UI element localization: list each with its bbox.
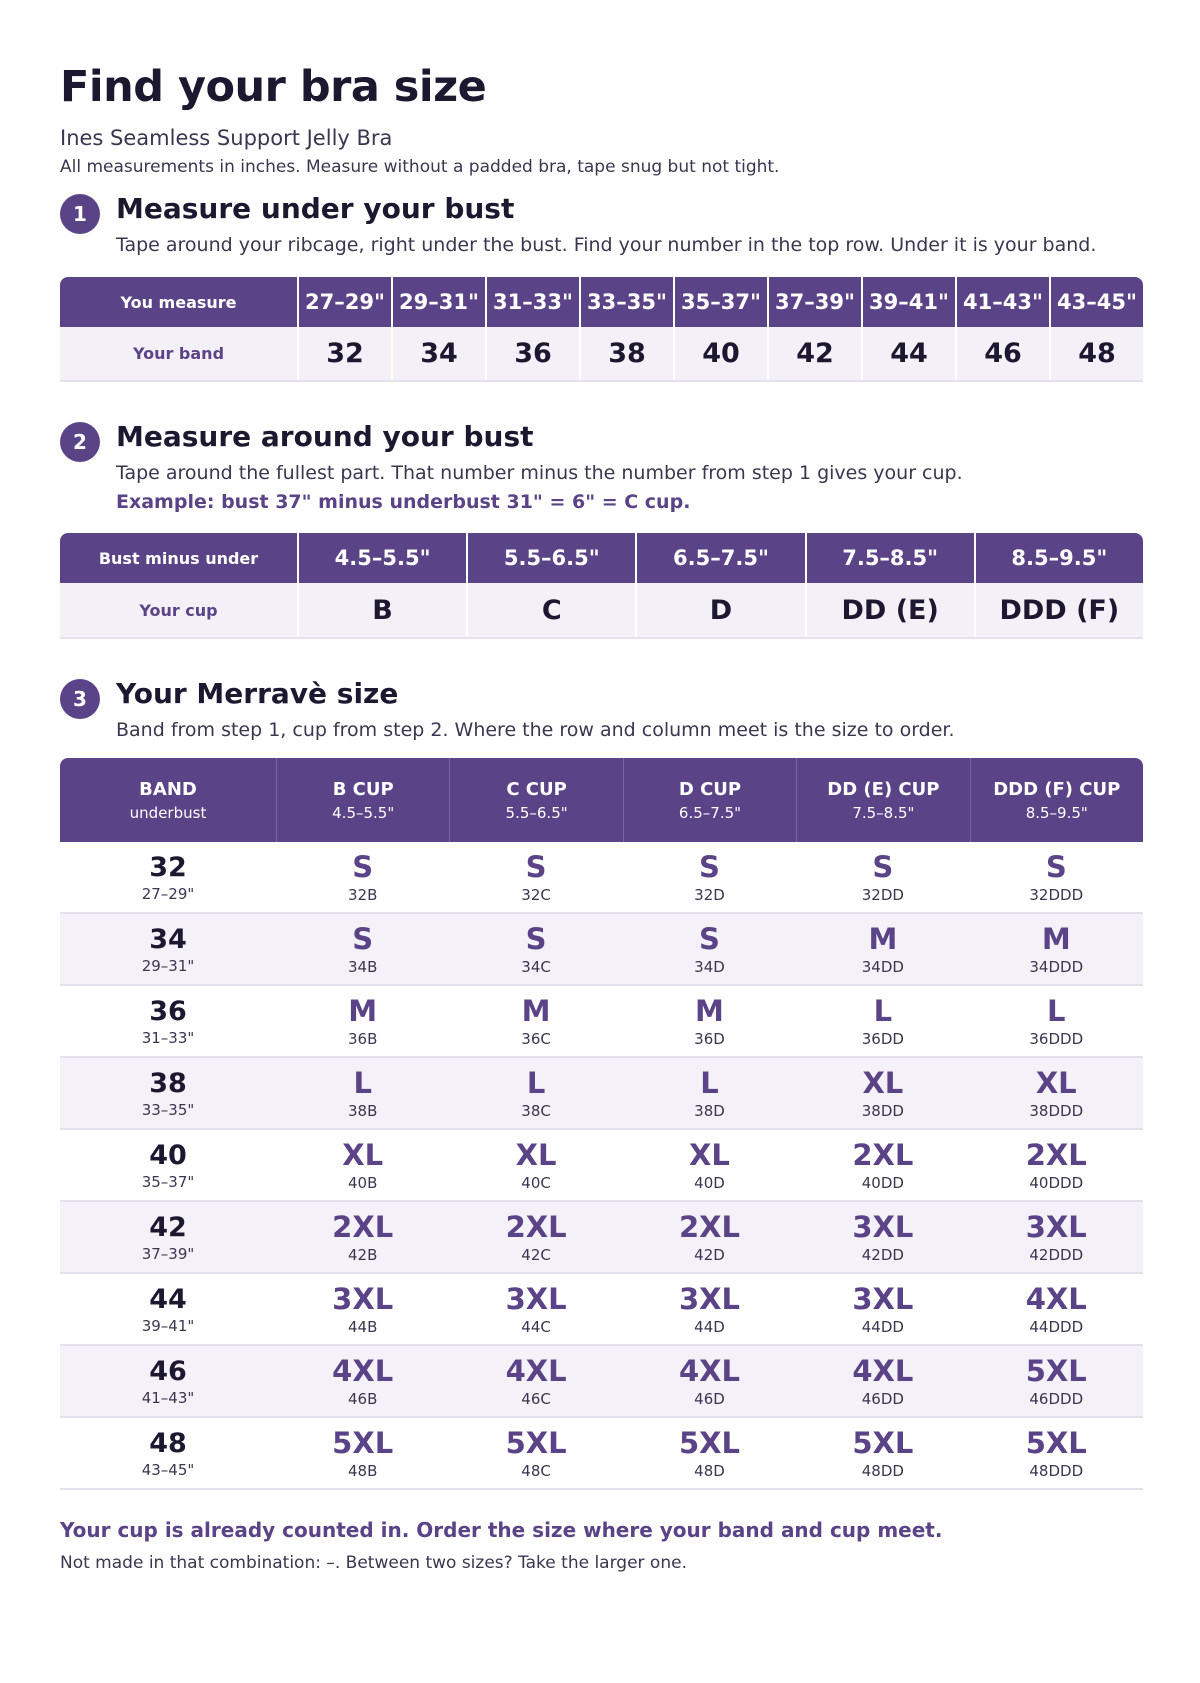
size-label: 3XL [332,1282,394,1316]
measurement-note: All measurements in inches. Measure without a padded bra, tape snug but not tight. [60,157,780,177]
step-2-description: Tape around the fullest part. That number minus the number from step 1 gives your cup. [116,462,963,484]
band-column-header [60,758,276,842]
size-cell [623,1346,796,1416]
cup-column-header [970,758,1143,842]
size-label: 2XL [1025,1138,1087,1172]
band-range: 29–31" [141,956,195,975]
size-cell [970,914,1143,984]
size-cell [796,1418,969,1488]
size-code: 48DD [861,1462,904,1480]
size-cell [970,1418,1143,1488]
size-code: 40B [348,1174,378,1192]
size-label: 5XL [332,1426,394,1460]
measure-range-cell: 43–45" [1049,277,1143,327]
band-head-label: You measure [120,292,237,312]
measure-range-cell: 35–37" [673,277,767,327]
cup-column-header [796,758,969,842]
size-code: 48C [521,1462,551,1480]
size-label: 3XL [505,1282,567,1316]
size-label: 5XL [1025,1426,1087,1460]
size-code: 34C [521,958,551,976]
band-range: 27–29" [141,884,195,903]
band-range: 37–39" [141,1244,195,1263]
band-number: 44 [149,1283,187,1315]
size-label: 3XL [852,1210,914,1244]
size-grid-header [60,758,1143,842]
size-label: 5XL [678,1426,740,1460]
size-cell [796,1346,969,1416]
product-name: Ines Seamless Support Jelly Bra [60,126,393,150]
size-cell [623,1202,796,1272]
size-code: 46DD [861,1390,904,1408]
size-label: 4XL [852,1354,914,1388]
band-cell [60,842,276,912]
size-cell [623,986,796,1056]
band-number: 40 [149,1139,187,1171]
size-label: 2XL [678,1210,740,1244]
size-label: 4XL [332,1354,394,1388]
size-label: L [1047,994,1066,1028]
band-range: 41–43" [141,1388,195,1407]
band-cell [60,1202,276,1272]
size-cell [276,1274,449,1344]
band-range: 35–37" [141,1172,195,1191]
size-grid-row [60,1274,1143,1346]
size-label: M [348,994,378,1028]
size-label: 2XL [332,1210,394,1244]
size-cell [449,986,622,1056]
size-cell [970,1346,1143,1416]
size-label: M [695,994,724,1028]
size-cell [623,914,796,984]
size-label: 3XL [678,1282,740,1316]
size-label: L [700,1066,719,1100]
step-1-title: Measure under your bust [116,192,515,225]
size-cell [276,1346,449,1416]
size-label: 4XL [505,1354,567,1388]
band-table [60,277,1143,382]
size-grid [60,758,1143,1490]
bust-diff-cell: 7.5–8.5" [805,533,974,583]
size-code: 34B [348,958,378,976]
band-value-cell: 36 [485,327,579,380]
band-column-subtitle: underbust [129,803,207,822]
size-code: 42C [521,1246,551,1264]
size-label: L [873,994,893,1028]
size-code: 44C [521,1318,551,1336]
measure-range-cell: 33–35" [579,277,673,327]
size-cell [276,914,449,984]
size-cell [276,986,449,1056]
measure-range-cell: 31–33" [485,277,579,327]
size-code: 44B [348,1318,378,1336]
size-label: S [525,922,547,956]
cup-value-cell: B [297,583,466,637]
size-cell [449,1202,622,1272]
band-cell [60,1058,276,1128]
size-cell [796,1274,969,1344]
size-grid-row [60,1346,1143,1418]
cup-column-header [449,758,622,842]
size-label: 5XL [852,1426,914,1460]
size-code: 42DDD [1029,1246,1084,1264]
size-code: 32B [348,886,378,904]
cup-column-range: 8.5–9.5" [1025,803,1088,822]
size-label: 4XL [678,1354,740,1388]
cup-column-header [623,758,796,842]
band-cell [60,914,276,984]
step-3-description: Band from step 1, cup from step 2. Where the row and column meet is the size to order. [116,719,955,741]
size-code: 46DDD [1029,1390,1084,1408]
size-label: 3XL [1025,1210,1087,1244]
cup-table-head-row [60,533,1143,583]
size-cell [623,1058,796,1128]
size-code: 40D [694,1174,725,1192]
band-range: 43–45" [141,1460,195,1479]
cup-body-label: Your cup [139,600,218,620]
cup-column-title: DD (E) CUP [827,778,940,800]
measure-range-cell: 41–43" [955,277,1049,327]
band-cell [60,1418,276,1488]
size-label: S [1045,850,1067,884]
page-title: Find your bra size [60,62,487,112]
measure-range-cell: 37–39" [767,277,861,327]
size-label: 2XL [852,1138,914,1172]
band-number: 42 [149,1211,187,1243]
measure-range-cell: 39–41" [861,277,955,327]
measure-range-cell: 29–31" [391,277,485,327]
cup-column-title: D CUP [678,778,742,800]
size-cell [970,1274,1143,1344]
size-label: XL [515,1138,557,1172]
band-body-label: Your band [132,344,225,363]
band-value-cell: 38 [579,327,673,380]
size-code: 42B [348,1246,378,1264]
size-cell [449,914,622,984]
size-cell [449,1346,622,1416]
size-cell [276,842,449,912]
size-code: 32DDD [1029,886,1084,904]
band-range: 33–35" [141,1100,195,1119]
size-grid-row [60,914,1143,986]
step-2-badge: 2 [60,422,100,462]
bust-diff-cell: 6.5–7.5" [635,533,804,583]
cup-value-cell: DD (E) [805,583,974,637]
cup-table-body-row [60,583,1143,639]
size-code: 48DDD [1029,1462,1084,1480]
size-code: 38DD [861,1102,904,1120]
size-label: M [868,922,898,956]
size-code: 36C [521,1030,551,1048]
band-value-cell: 48 [1049,327,1143,380]
band-number: 36 [149,995,187,1027]
size-code: 34DDD [1029,958,1084,976]
size-cell [276,1202,449,1272]
size-cell [796,1202,969,1272]
band-table-body-row [60,327,1143,382]
size-code: 38B [348,1102,378,1120]
step-1-badge: 1 [60,194,100,234]
size-label: XL [342,1138,384,1172]
size-code: 40DDD [1029,1174,1084,1192]
size-cell [970,986,1143,1056]
step-3-header [60,677,1143,721]
size-code: 34D [694,958,725,976]
step-1-description: Tape around your ribcage, right under the bust. Find your number in the top row. Under it is your band. [116,234,1097,256]
size-code: 38D [694,1102,725,1120]
size-cell [623,1130,796,1200]
step-2-title: Measure around your bust [116,420,534,453]
cup-column-range: 4.5–5.5" [332,803,395,822]
size-code: 48D [694,1462,725,1480]
step-1-header [60,192,1143,236]
cup-column-title: DDD (F) CUP [993,778,1121,800]
size-label: L [526,1066,546,1100]
size-code: 40DD [861,1174,904,1192]
cup-column-title: C CUP [506,778,567,800]
size-cell [449,842,622,912]
size-code: 48B [348,1462,378,1480]
size-cell [449,1274,622,1344]
band-cell [60,1130,276,1200]
cup-column-range: 7.5–8.5" [852,803,915,822]
size-code: 36DD [861,1030,904,1048]
size-cell [449,1130,622,1200]
size-code: 46B [348,1390,378,1408]
band-value-cell: 46 [955,327,1049,380]
cup-head-label: Bust minus under [98,548,259,568]
size-grid-row [60,1418,1143,1490]
band-number: 34 [149,923,187,955]
size-label: XL [862,1066,904,1100]
size-label: 2XL [505,1210,567,1244]
cup-column-range: 5.5–6.5" [505,803,568,822]
size-grid-row [60,842,1143,914]
size-code: 32DD [861,886,904,904]
size-cell [796,914,969,984]
size-label: S [352,850,374,884]
size-code: 44DD [861,1318,904,1336]
size-label: S [352,922,374,956]
cup-column-title: B CUP [332,778,394,800]
step-3-title: Your Merravè size [116,677,399,710]
size-label: 5XL [505,1426,567,1460]
band-table-head-row [60,277,1143,327]
band-range: 39–41" [141,1316,195,1335]
size-cell [449,1418,622,1488]
footer-note: Not made in that combination: –. Between two sizes? Take the larger one. [60,1553,687,1573]
size-code: 38C [521,1102,551,1120]
size-cell [970,1202,1143,1272]
size-cell [970,1058,1143,1128]
size-cell [623,1274,796,1344]
size-code: 38DDD [1029,1102,1084,1120]
size-label: M [1041,922,1071,956]
size-cell [796,842,969,912]
band-cell [60,1346,276,1416]
bust-diff-cell: 4.5–5.5" [297,533,466,583]
size-grid-row [60,1058,1143,1130]
size-label: XL [1035,1066,1077,1100]
band-value-cell: 42 [767,327,861,380]
size-cell [970,1130,1143,1200]
cup-column-range: 6.5–7.5" [678,803,742,822]
band-number: 48 [149,1427,187,1459]
size-cell [276,1130,449,1200]
size-label: S [699,850,720,884]
band-value-cell: 40 [673,327,767,380]
size-label: 4XL [1025,1282,1087,1316]
size-cell [276,1418,449,1488]
band-value-cell: 44 [861,327,955,380]
band-cell [60,1274,276,1344]
band-number: 46 [149,1355,187,1387]
cup-column-header [276,758,449,842]
size-label: 3XL [852,1282,914,1316]
step-2-header [60,420,1143,464]
cup-value-cell: C [466,583,635,637]
size-label: 5XL [1025,1354,1087,1388]
band-number: 38 [149,1067,187,1099]
size-label: XL [689,1138,730,1172]
size-code: 44D [694,1318,725,1336]
size-code: 40C [521,1174,551,1192]
cup-value-cell: DDD (F) [974,583,1143,637]
size-cell [796,986,969,1056]
size-label: M [521,994,551,1028]
size-cell [796,1058,969,1128]
size-cell [276,1058,449,1128]
size-code: 36B [348,1030,378,1048]
bust-diff-cell: 5.5–6.5" [466,533,635,583]
cup-value-cell: D [635,583,804,637]
size-code: 32D [694,886,725,904]
size-code: 42D [694,1246,725,1264]
size-label: L [353,1066,372,1100]
size-cell [796,1130,969,1200]
size-code: 46D [694,1390,725,1408]
footer-instruction: Your cup is already counted in. Order the size where your band and cup meet. [60,1518,943,1542]
size-code: 36DDD [1029,1030,1084,1048]
size-grid-body [60,842,1143,1490]
size-label: S [525,850,547,884]
size-cell [449,1058,622,1128]
size-cell [623,1418,796,1488]
size-code: 44DDD [1029,1318,1084,1336]
step-2-example: Example: bust 37" minus underbust 31" = 6" = C cup. [116,491,691,513]
step-3-badge: 3 [60,679,100,719]
band-number: 32 [149,851,187,883]
size-code: 32C [521,886,551,904]
size-cell [970,842,1143,912]
size-grid-row [60,1202,1143,1274]
size-grid-row [60,986,1143,1058]
bust-diff-cell: 8.5–9.5" [974,533,1143,583]
band-range: 31–33" [141,1028,195,1047]
band-column-title: BAND [139,778,197,800]
band-value-cell: 34 [391,327,485,380]
size-code: 34DD [861,958,904,976]
cup-table [60,533,1143,639]
size-cell [623,842,796,912]
size-code: 36D [694,1030,725,1048]
size-code: 46C [521,1390,551,1408]
size-label: S [699,922,720,956]
band-cell [60,986,276,1056]
measure-range-cell: 27–29" [297,277,391,327]
size-code: 42DD [861,1246,904,1264]
size-label: S [872,850,894,884]
band-value-cell: 32 [297,327,391,380]
size-grid-row [60,1130,1143,1202]
